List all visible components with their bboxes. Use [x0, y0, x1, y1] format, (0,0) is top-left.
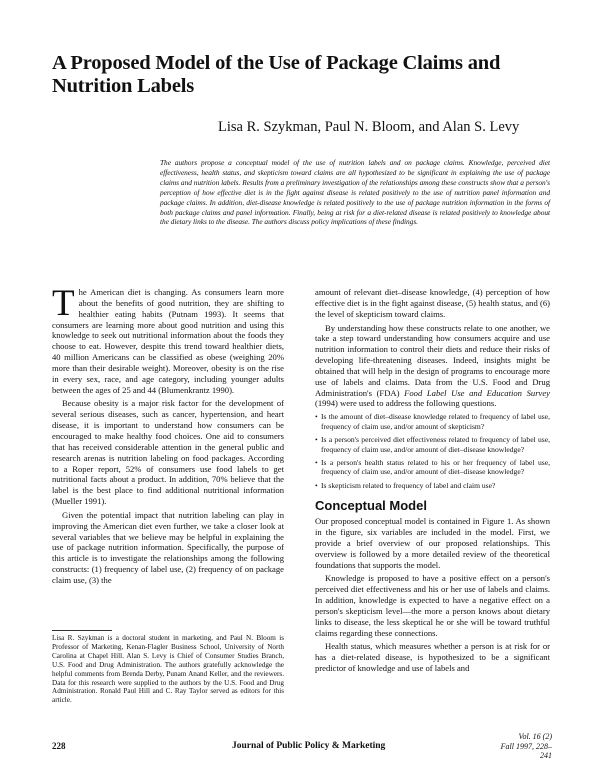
right-paragraph-2-text: By understanding how these constructs relate to one another, we take a step toward understanding how consumers acquire and use nutrition information to control their diets and reduce their risks of developing life-threatening diseases. Indeed, insights might be obtained that will help in the design of programs to encourage more use of labels and claims. Data from the U.S. Food and Drug Administration's (FDA)	[315, 322, 550, 398]
issue-date: Fall 1997, 228–241	[500, 741, 552, 760]
drop-cap: T	[52, 283, 75, 324]
intro-paragraph-1-text: he American diet is changing. As consumers learn more about the benefits of good nutrition, they are shifting to healthier eating habits (Putnam 1993). It seems that consumers are learning more about good nutrition and using this knowledge to seek out nutritional information about the foods they choose to eat. However, despite this trend toward healthier diets, 40 million Americans can be classified as obese (weighing 20% more than their desirable weight). Moreover, obesity is on the rise in every sex, race, and age category, including younger adults between the ages of 25 and 44 (Blumenkrantz 1990).	[52, 287, 284, 395]
right-column	[315, 287, 550, 677]
volume: Vol. 16 (2)	[518, 732, 552, 741]
footnote-divider	[52, 630, 112, 631]
right-paragraph-2	[315, 323, 550, 410]
author-list: Lisa R. Szykman, Paul N. Bloom, and Alan S. Levy	[218, 119, 520, 135]
issue-info	[490, 732, 552, 761]
intro-paragraph-2: Because obesity is a major risk factor for the development of several serious diseases, such as cancer, hypertension, and heart disease, it is important to understand how consumers can be encouraged to make healthy food choices. One aid to consumers that has received considerable attention in the general public and research arenas is nutrition labeling on food packages. According to a Roper report, 52% of consumers use food labels to get nutritional facts about a product. In addition, 70% believe that the label is the best place to find additional nutritional information (Mueller 1991).	[52, 398, 284, 507]
list-item: • Is a person's health status related to his or her frequency of label use, frequency of claim use, and/or amount of diet–disease knowledge?	[315, 458, 550, 477]
left-column	[52, 283, 284, 589]
model-paragraph-2: Knowledge is proposed to have a positive effect on a person's perceived diet effectiveness and his or her use of labels and claims. In addition, knowledge is expected to have a negative effect on a person's skepticism level—the more a person knows about dietary links to disease, the less skeptical he or she will be toward truthful claims regarding these connections.	[315, 573, 550, 638]
page-number: 228	[52, 741, 66, 751]
research-questions-list	[315, 412, 550, 490]
journal-name: Journal of Public Policy & Marketing	[232, 741, 386, 751]
survey-name: Food Label Use and Education Survey	[404, 387, 550, 398]
section-heading: Conceptual Model	[315, 498, 427, 514]
author-footnote: Lisa R. Szykman is a doctoral student in marketing, and Paul N. Bloom is Professor of Marketing, Kenan-Flagler Business School, University of North Carolina at Chapel Hill. Alan S. Levy is Chief of Consumer Studies Branch, U.S. Food and Drug Administration. The authors gratefully acknowledge the helpful comments from Brenda Derby, Punam Anand Keller, and the reviewers. Data for this research were supplied to the authors by the U.S. Food and Drug Administration. Ronald Paul Hill and C. Ray Taylor served as editors for this article.	[52, 634, 284, 705]
right-paragraph-2-end: (1994) were used to address the following questions.	[315, 398, 497, 409]
abstract: The authors propose a conceptual model of the use of nutrition labels and on package claims. Knowledge, perceived diet effectiveness, health status, and skepticism toward claims are all hypothesized to be significant in explaining the use of package claims and nutrition labels. Results from a preliminary investigation of the relationships among these constructs show that a person's perception of how effective diet is in the fight against disease is related positively to the use of nutrition panel information and package claims. In addition, diet-disease knowledge is related positively to the use of package nutrition information in the forms of both package claims and panel information. Finally, being at risk for a diet-related disease is related positively to knowledge about the dietary links to the disease. The authors discuss policy implications of these findings.	[160, 158, 550, 227]
article-title: A Proposed Model of the Use of Package Claims and Nutrition Labels	[52, 52, 501, 97]
model-paragraph-1: Our proposed conceptual model is contained in Figure 1. As shown in the figure, six variables are included in the model. First, we provide a brief overview of our proposed relationships. This overview is followed by a more detailed review of the theoretical foundations that supports the model.	[315, 516, 550, 570]
list-item: • Is the amount of diet–disease knowledge related to frequency of label use, frequency of claim use, and/or amount of skepticism?	[315, 412, 550, 431]
list-item: • Is skepticism related to frequency of label and claim use?	[315, 481, 550, 490]
intro-paragraph-1	[52, 283, 284, 395]
intro-paragraph-3: Given the potential impact that nutrition labeling can play in improving the American diet even further, we take a closer look at several variables that we believe may be helpful in explaining the use of package nutrition information. Specifically, the purpose of this article is to investigate the relationships among the following constructs: (1) frequency of label use, (2) frequency of on package claim use, (3) the	[52, 509, 284, 585]
model-paragraph-3: Health status, which measures whether a person is at risk for or has a diet-related disease, is hypothesized to be a significant predictor of knowledge and use of labels and	[315, 641, 550, 674]
right-paragraph-1: amount of relevant diet–disease knowledge, (4) perception of how effective diet is in the fight against disease, (5) health status, and (6) the level of skepticism toward claims.	[315, 287, 550, 319]
list-item: • Is a person's perceived diet effectiveness related to frequency of label use, frequency of claim use, and/or amount of diet–disease knowledge?	[315, 435, 550, 454]
